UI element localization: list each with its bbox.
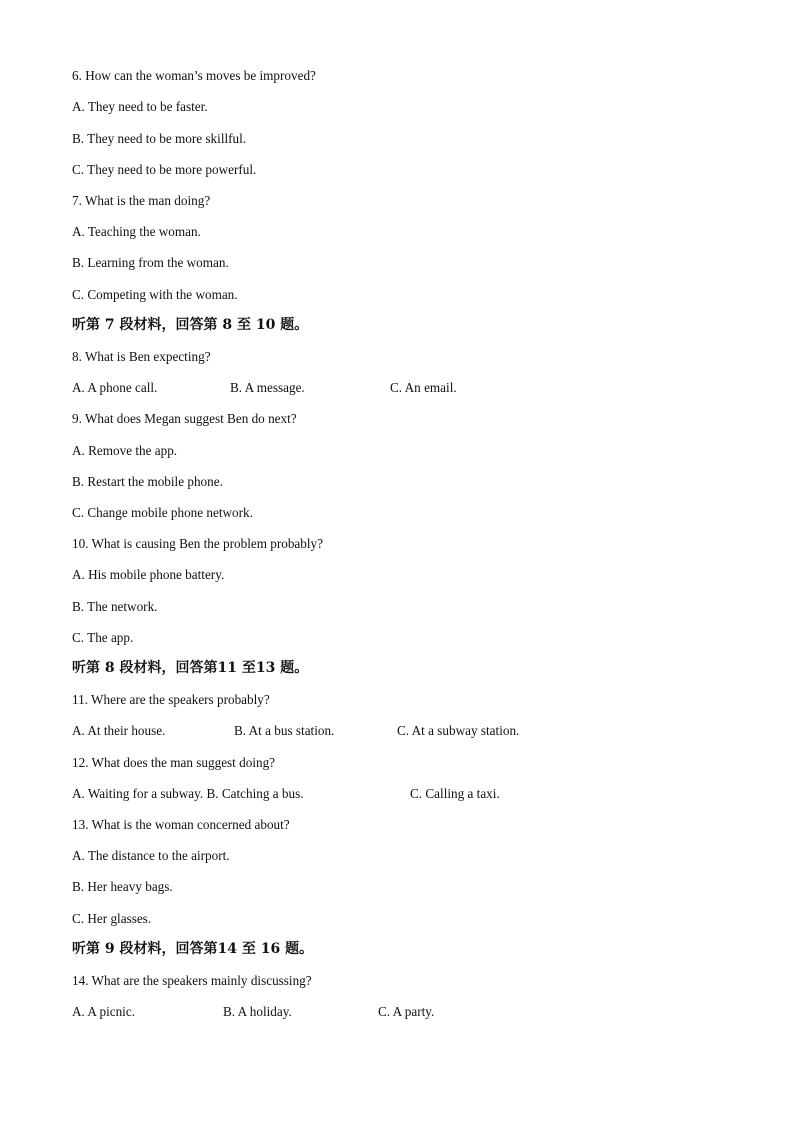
option-13c: C. Her glasses. bbox=[72, 911, 152, 926]
question-10: 10. What is causing Ben the problem probably? bbox=[72, 536, 323, 551]
question-8: 8. What is Ben expecting? bbox=[72, 349, 211, 364]
option-9c: C. Change mobile phone network. bbox=[72, 505, 253, 520]
question-14: 14. What are the speakers mainly discussing? bbox=[72, 973, 312, 988]
option-14a: A. A picnic. bbox=[72, 1004, 135, 1019]
option-7b: B. Learning from the woman. bbox=[72, 255, 229, 270]
option-8c: C. An email. bbox=[390, 380, 457, 395]
option-6c: C. They need to be more powerful. bbox=[72, 162, 257, 177]
option-12a-b: A. Waiting for a subway. B. Catching a bus. bbox=[72, 786, 304, 801]
option-11a: A. At their house. bbox=[72, 723, 166, 738]
question-6: 6. How can the woman’s moves be improved? bbox=[72, 68, 316, 83]
option-13b: B. Her heavy bags. bbox=[72, 879, 173, 894]
option-14b: B. A holiday. bbox=[223, 1004, 292, 1019]
option-12c: C. Calling a taxi. bbox=[410, 786, 500, 801]
option-6b: B. They need to be more skillful. bbox=[72, 131, 247, 146]
option-8a: A. A phone call. bbox=[72, 380, 158, 395]
option-9b: B. Restart the mobile phone. bbox=[72, 474, 223, 489]
section-heading-9: 听第 9 段材料，回答第14 至 16 题。 bbox=[72, 941, 314, 957]
option-7c: C. Competing with the woman. bbox=[72, 287, 238, 302]
section-heading-8: 听第 8 段材料，回答第11 至13 题。 bbox=[72, 660, 309, 676]
question-11: 11. Where are the speakers probably? bbox=[72, 692, 270, 707]
option-9a: A. Remove the app. bbox=[72, 443, 178, 458]
question-7: 7. What is the man doing? bbox=[72, 193, 211, 208]
option-13a: A. The distance to the airport. bbox=[72, 848, 230, 863]
option-8b: B. A message. bbox=[230, 380, 305, 395]
option-10c: C. The app. bbox=[72, 630, 134, 645]
option-6a: A. They need to be faster. bbox=[72, 99, 208, 114]
question-13: 13. What is the woman concerned about? bbox=[72, 817, 290, 832]
option-14c: C. A party. bbox=[378, 1004, 435, 1019]
section-heading-7: 听第 7 段材料，回答第 8 至 10 题。 bbox=[72, 317, 309, 333]
options-row-12 bbox=[72, 786, 732, 802]
options-row-11 bbox=[72, 723, 732, 739]
options-row-8 bbox=[72, 380, 732, 396]
option-11c: C. At a subway station. bbox=[397, 723, 520, 738]
options-row-14 bbox=[72, 1004, 732, 1020]
option-10b: B. The network. bbox=[72, 599, 158, 614]
question-12: 12. What does the man suggest doing? bbox=[72, 755, 276, 770]
option-11b: B. At a bus station. bbox=[234, 723, 335, 738]
option-10a: A. His mobile phone battery. bbox=[72, 567, 225, 582]
question-9: 9. What does Megan suggest Ben do next? bbox=[72, 411, 297, 426]
option-7a: A. Teaching the woman. bbox=[72, 224, 201, 239]
